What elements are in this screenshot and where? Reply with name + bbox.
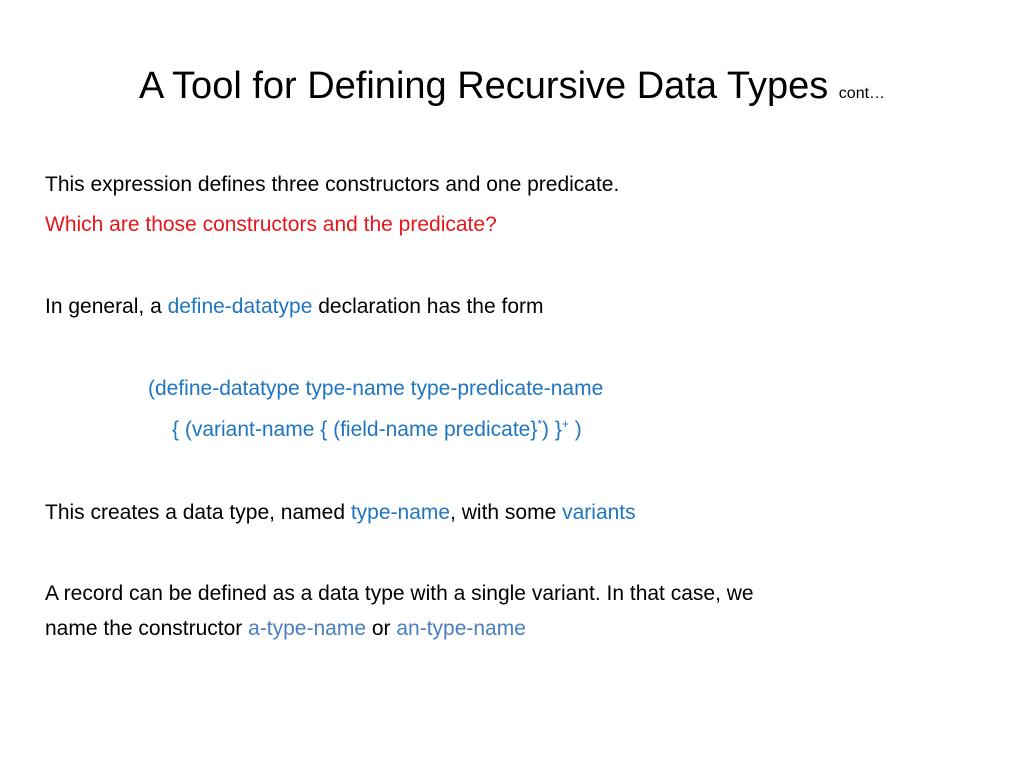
- text-general-form: [45, 290, 985, 324]
- text-record-definition: A record can be defined as a data type with a single variant. In that case, we: [45, 582, 754, 605]
- slide-title: [0, 60, 1024, 120]
- keyword-variants: variants: [562, 501, 636, 524]
- text-creates-datatype: [45, 496, 985, 530]
- creates-middle: , with some: [450, 501, 563, 524]
- code2-star: *: [537, 417, 543, 431]
- title-cont: cont…: [838, 85, 886, 102]
- text-question: Which are those constructors and the predicate?: [45, 213, 497, 236]
- code2-part-c: ): [568, 418, 582, 441]
- code2-part-b: ) }: [542, 418, 562, 441]
- text-constructor-naming: [45, 612, 985, 646]
- general-form-prefix: In general, a: [45, 295, 168, 318]
- keyword-a-type-name: a-type-name: [248, 617, 366, 640]
- keyword-define-datatype: define-datatype: [167, 295, 313, 318]
- keyword-an-type-name: an-type-name: [396, 617, 526, 640]
- title-main: A Tool for Defining Recursive Data Types: [138, 65, 829, 107]
- general-form-suffix: declaration has the form: [312, 295, 544, 318]
- code2-part-a: { (variant-name { (field-name predicate}: [172, 418, 538, 441]
- code-line-1: (define-datatype type-name type-predicate-name: [148, 377, 604, 400]
- text-constructors-statement: This expression defines three constructors and one predicate.: [45, 173, 620, 196]
- code2-plus: +: [561, 417, 569, 431]
- creates-prefix: This creates a data type, named: [45, 501, 351, 524]
- code-line-2: [172, 413, 1024, 447]
- keyword-type-name: type-name: [350, 501, 451, 524]
- naming-prefix: name the constructor: [45, 617, 249, 640]
- naming-or: or: [366, 617, 397, 640]
